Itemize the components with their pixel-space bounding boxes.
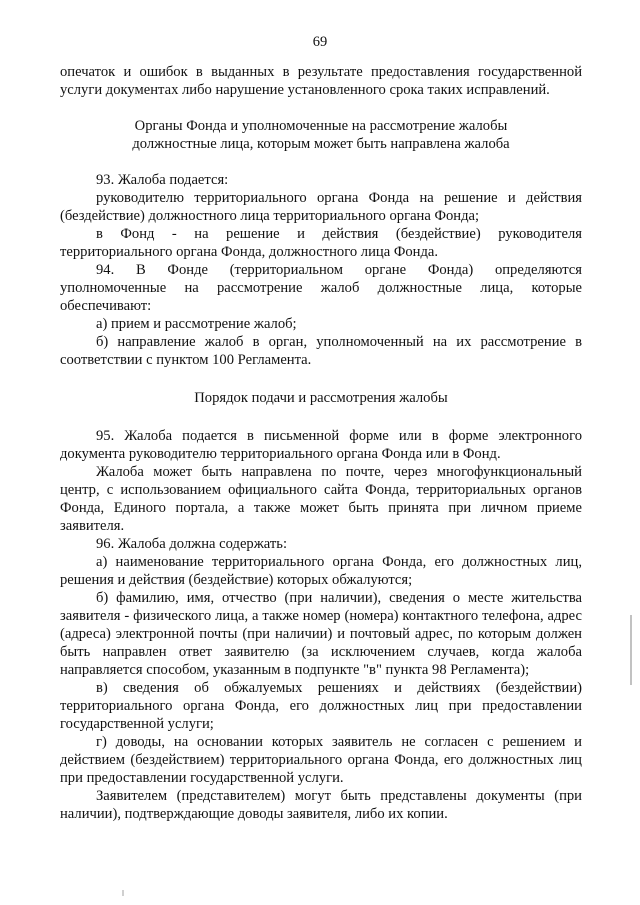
spacer bbox=[60, 407, 582, 427]
scan-edge-mark bbox=[630, 615, 632, 685]
spacer bbox=[60, 153, 582, 171]
clause-94-item-b: б) направление жалоб в орган, уполномоченный на их рассмотрение в соответствии с пунктом 100 Регламента. bbox=[60, 334, 582, 368]
clause-94-text: 94. В Фонде (территориальном органе Фонда) определяются уполномоченные на рассмотрение жалоб должностные лица, которые обеспечивают: bbox=[60, 262, 582, 314]
page-number: 69 bbox=[312, 34, 328, 50]
section-heading-line-2: должностные лица, которым может быть направлена жалоба bbox=[132, 136, 510, 152]
section-heading-line-1: Органы Фонда и уполномоченные на рассмотрение жалобы bbox=[134, 118, 508, 134]
clause-93-item-2: в Фонд - на решение и действия (бездействие) руководителя территориального органа Фонда, должностного лица Фонда. bbox=[60, 226, 582, 260]
clause-96-final: Заявителем (представителем) могут быть представлены документы (при наличии), подтверждающие доводы заявителя, либо их копии. bbox=[60, 788, 582, 822]
intro-line-2: услуги документах либо нарушение установленного срока таких исправлений. bbox=[60, 82, 550, 98]
clause-96-item-v: в) сведения об обжалуемых решениях и действиях (бездействии) территориального органа Фонда, его должностных лиц при предоставлении государственной услуги; bbox=[60, 680, 582, 732]
scan-speck bbox=[122, 890, 124, 896]
clause-96-title: 96. Жалоба должна содержать: bbox=[96, 536, 287, 552]
clause-96-item-a: а) наименование территориального органа Фонда, его должностных лиц, решения и действия (бездействие) которых обжалуются; bbox=[60, 554, 582, 588]
spacer bbox=[60, 99, 582, 117]
intro-line-1: опечаток и ошибок в выданных в результате предоставления государственной bbox=[60, 64, 582, 80]
clause-93-item-1: руководителю территориального органа Фонда на решение и действия (бездействие) должностного лица территориального органа Фонда; bbox=[60, 190, 582, 224]
clause-96-item-g: г) доводы, на основании которых заявитель не согласен с решением и действием (бездействием) территориального органа Фонда, его должностных лиц при предоставлении государственной услуги. bbox=[60, 734, 582, 786]
clause-95-text: 95. Жалоба подается в письменной форме или в форме электронного документа руководителю территориального органа Фонда или в Фонд. bbox=[60, 428, 582, 462]
clause-94-item-a: а) прием и рассмотрение жалоб; bbox=[96, 316, 297, 332]
spacer bbox=[60, 369, 582, 389]
clause-93-title: 93. Жалоба подается: bbox=[96, 172, 229, 188]
clause-95-text-2: Жалоба может быть направлена по почте, через многофункциональный центр, с использованием официального сайта Фонда, территориальных органов Фонда, Единого портала, а также может быть принята при личном приеме заявителя. bbox=[60, 464, 582, 534]
clause-96-item-b: б) фамилию, имя, отчество (при наличии), сведения о месте жительства заявителя - физического лица, а также номер (номера) контактного телефона, адрес (адреса) электронной почты (при наличии) и почтовый адрес, по которым должен быть направлен ответ заявителю (за исключением случаев, когда жалоба направляется способом, указанным в подпункте "в" пункта 98 Регламента); bbox=[60, 590, 582, 678]
page-content bbox=[60, 63, 582, 823]
section-heading-2: Порядок подачи и рассмотрения жалобы bbox=[194, 390, 448, 406]
